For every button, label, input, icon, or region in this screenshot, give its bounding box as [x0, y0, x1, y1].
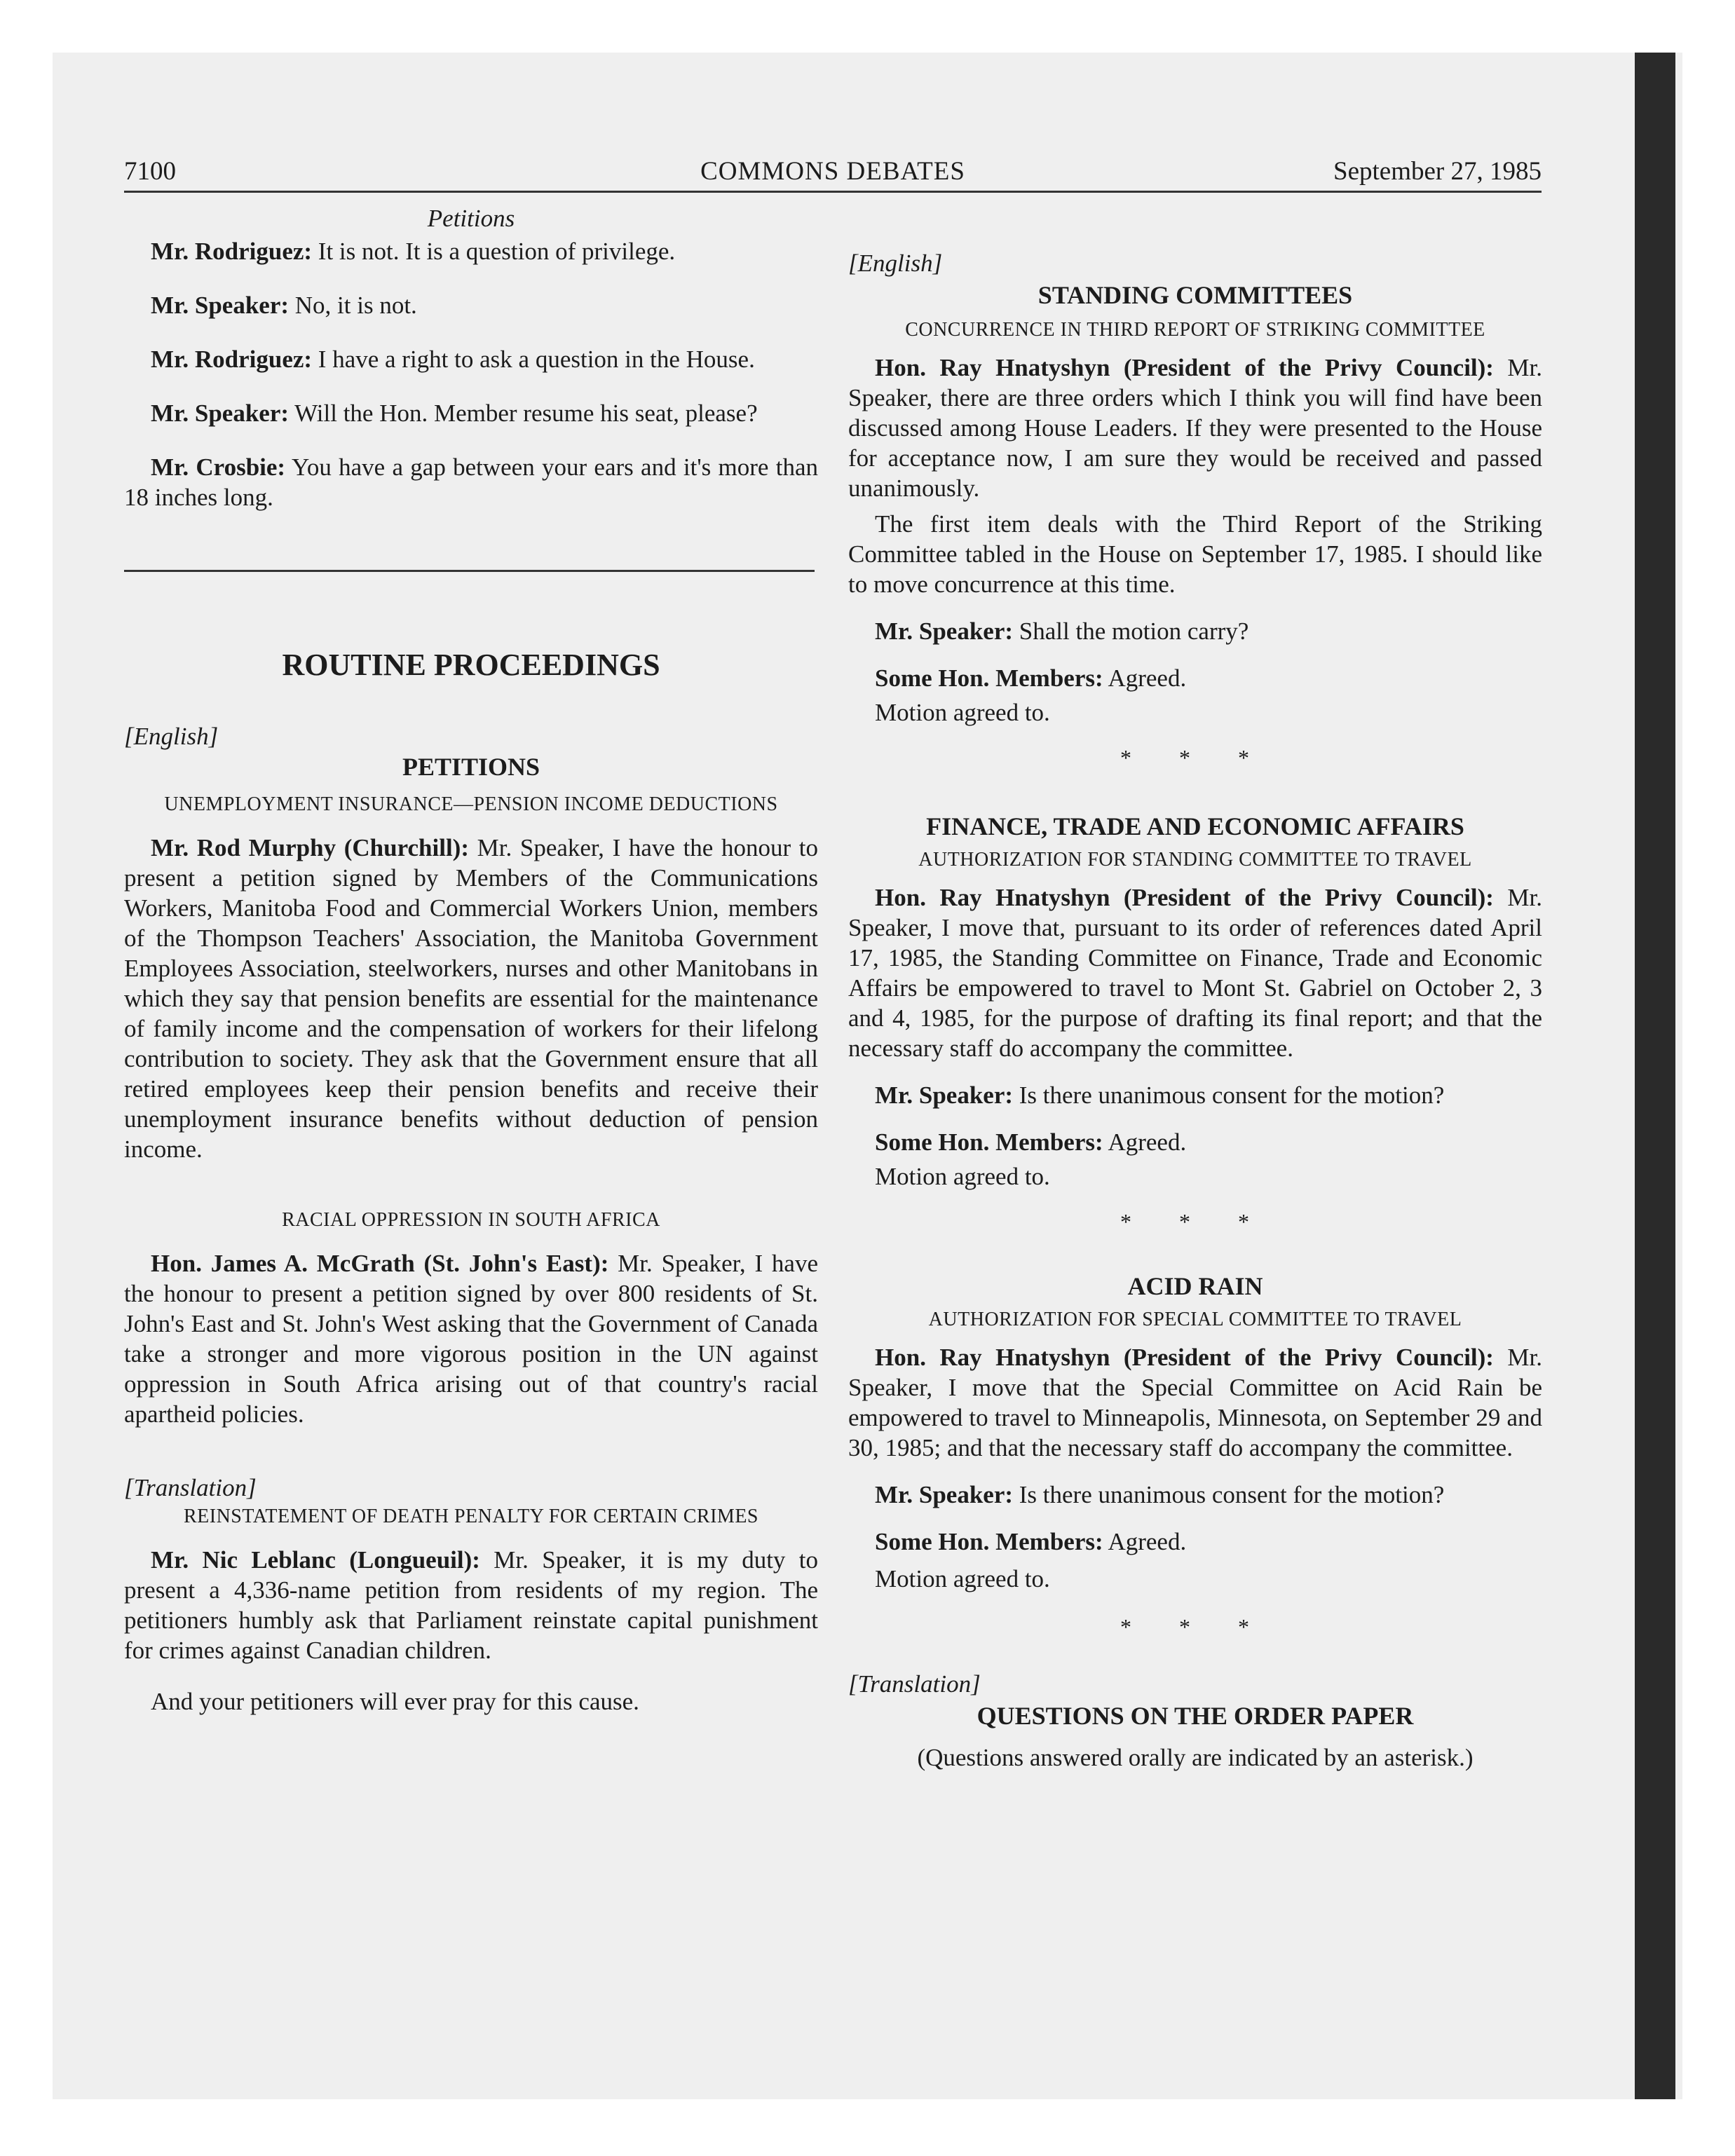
speech-entry [848, 1080, 1542, 1110]
questions-note: (Questions answered orally are indicated by an asterisk.) [917, 1744, 1474, 1771]
speech-text: Mr. Speaker, I move that the Special Committee on Acid Rain be empowered to travel to Minneapolis, Minnesota, on September 29 and 30, 1985; and that the necessary staff do accompany the committee. [848, 1344, 1542, 1461]
speech-entry [848, 616, 1542, 646]
page-header [124, 156, 1542, 193]
section-separator-stars: * * * [1120, 1614, 1270, 1639]
section-subheading: CONCURRENCE IN THIRD REPORT OF STRIKING COMMITTEE [905, 319, 1485, 341]
language-marker: [English] [848, 250, 943, 277]
speech-text: No, it is not. [289, 292, 417, 319]
speech-entry [124, 236, 818, 266]
speech-text: Mr. Speaker, I have the honour to present a petition signed by Members of the Communications Workers, Manitoba Food and Commercial Workers Union, members of the Thompson Teachers' Association, the Manitoba Government Employees Association, steelworkers, nurses and other Manitobans in which they say that pension benefits are essential for the maintenance of family income and the compensation of workers for their lifelong contribution to society. They ask that the Government ensure that all retired employees keep their pension benefits and receive their unemployment insurance benefits without deduction of pension income. [124, 834, 818, 1163]
speech-entry [848, 353, 1542, 503]
speech-text: Agreed. [1103, 1128, 1187, 1156]
speech-text: I have a right to ask a question in the House. [312, 346, 755, 373]
speech-text: You have a gap between your ears and it's more than 18 inches long. [124, 453, 818, 511]
language-marker: [English] [124, 723, 219, 750]
petition-subheading: RACIAL OPPRESSION IN SOUTH AFRICA [282, 1209, 660, 1231]
speaker-name: Mr. Speaker: [875, 618, 1014, 645]
speech-text: Is there unanimous consent for the motion? [1013, 1082, 1445, 1109]
speech-text: Shall the motion carry? [1013, 618, 1249, 645]
speech-entry [124, 344, 818, 374]
standing-committees-heading: STANDING COMMITTEES [1037, 281, 1353, 309]
speaker-name: Mr. Crosbie: [151, 453, 286, 481]
section-subheading: AUTHORIZATION FOR SPECIAL COMMITTEE TO TRAVEL [928, 1309, 1462, 1330]
petition-subheading: REINSTATEMENT OF DEATH PENALTY FOR CERTAIN CRIMES [183, 1506, 758, 1527]
routine-proceedings-heading: ROUTINE PROCEEDINGS [282, 648, 660, 682]
speech-entry [848, 1527, 1542, 1557]
petition-entry [124, 1545, 818, 1665]
right-column [848, 203, 1542, 1773]
page-number: 7100 [124, 157, 176, 186]
speech-entry [124, 290, 818, 320]
speaker-name: Mr. Speaker: [875, 1481, 1014, 1508]
speaker-name: Hon. Ray Hnatyshyn (President of the Privy Council): [875, 1344, 1494, 1371]
section-subheading: AUTHORIZATION FOR STANDING COMMITTEE TO TRAVEL [918, 849, 1472, 871]
speaker-name: Mr. Speaker: [875, 1082, 1014, 1109]
speaker-name: Some Hon. Members: [875, 664, 1103, 692]
speaker-name: Hon. Ray Hnatyshyn (President of the Privy Council): [875, 884, 1494, 911]
speech-entry [124, 452, 818, 512]
petition-entry [124, 833, 818, 1164]
speech-text: Agreed. [1103, 1528, 1187, 1555]
motion-result: Motion agreed to. [875, 699, 1050, 726]
petition-closing: And your petitioners will ever pray for this cause. [151, 1688, 639, 1715]
finance-heading: FINANCE, TRADE AND ECONOMIC AFFAIRS [926, 812, 1464, 840]
speech-text: Is there unanimous consent for the motion? [1013, 1481, 1445, 1508]
publication-title: COMMONS DEBATES [700, 157, 965, 186]
page-date: September 27, 1985 [1333, 157, 1542, 186]
motion-result: Motion agreed to. [875, 1565, 1050, 1592]
left-column [124, 203, 818, 1717]
section-separator-stars: * * * [1120, 745, 1270, 770]
speech-text: It is not. It is a question of privilege. [312, 238, 676, 265]
speech-entry [848, 882, 1542, 1063]
speech-text: Mr. Speaker, I move that, pursuant to its order of references dated April 17, 1985, the Standing Committee on Finance, Trade and Economic Affairs be empowered to travel to Mont St. Gabriel on October 2, 3 and 4, 1985, for the purpose of drafting its final report; and that the necessary staff do accompany the committee. [848, 884, 1542, 1062]
petitions-heading: PETITIONS [402, 753, 540, 781]
speech-continuation: The first item deals with the Third Report of the Striking Committee tabled in the House on September 17, 1985. I should like to move concurrence at this time. [848, 510, 1542, 598]
petition-entry [124, 1248, 818, 1429]
speaker-name: Some Hon. Members: [875, 1128, 1103, 1156]
speech-entry [848, 663, 1542, 693]
page-binding-edge [1635, 53, 1675, 2099]
petition-subheading: UNEMPLOYMENT INSURANCE—PENSION INCOME DEDUCTIONS [164, 793, 778, 815]
speech-entry [848, 1480, 1542, 1510]
questions-heading: QUESTIONS ON THE ORDER PAPER [977, 1702, 1414, 1730]
section-divider [124, 570, 815, 572]
speaker-name: Mr. Rodriguez: [151, 346, 313, 373]
speaker-name: Hon. James A. McGrath (St. John's East): [151, 1250, 609, 1277]
speech-text: Will the Hon. Member resume his seat, please? [289, 400, 758, 427]
running-head: Petitions [427, 205, 515, 232]
speech-entry [848, 1342, 1542, 1463]
language-marker: [Translation] [848, 1670, 981, 1698]
speaker-name: Mr. Rod Murphy (Churchill): [151, 834, 469, 861]
speaker-name: Mr. Speaker: [151, 292, 290, 319]
speech-entry [848, 1127, 1542, 1157]
speech-entry [124, 398, 818, 428]
motion-result: Motion agreed to. [875, 1163, 1050, 1190]
speaker-name: Mr. Speaker: [151, 400, 290, 427]
language-marker: [Translation] [124, 1474, 257, 1501]
speaker-name: Mr. Nic Leblanc (Longueuil): [151, 1546, 480, 1574]
speech-text: Mr. Speaker, it is my duty to present a 4,336-name petition from residents of my region. The petitioners humbly ask that Parliament reinstate capital punishment for crimes against Canadian children. [124, 1546, 818, 1664]
speaker-name: Some Hon. Members: [875, 1528, 1103, 1555]
acid-rain-heading: ACID RAIN [1127, 1272, 1263, 1300]
speaker-name: Mr. Rodriguez: [151, 238, 313, 265]
speaker-name: Hon. Ray Hnatyshyn (President of the Privy Council): [875, 354, 1494, 381]
speech-text: Agreed. [1103, 664, 1187, 692]
section-separator-stars: * * * [1120, 1209, 1270, 1234]
speech-text: Mr. Speaker, I have the honour to present a petition signed by over 800 residents of St. John's East and St. John's West asking that the Government of Canada take a stronger and more vigorous position in the UN against oppression in South Africa arising out of that country's racial apartheid policies. [124, 1250, 818, 1428]
speech-text: Mr. Speaker, there are three orders which I think you will find have been discussed among House Leaders. If they were presented to the House for acceptance now, I am sure they would be received and passed unanimously. [848, 354, 1542, 502]
